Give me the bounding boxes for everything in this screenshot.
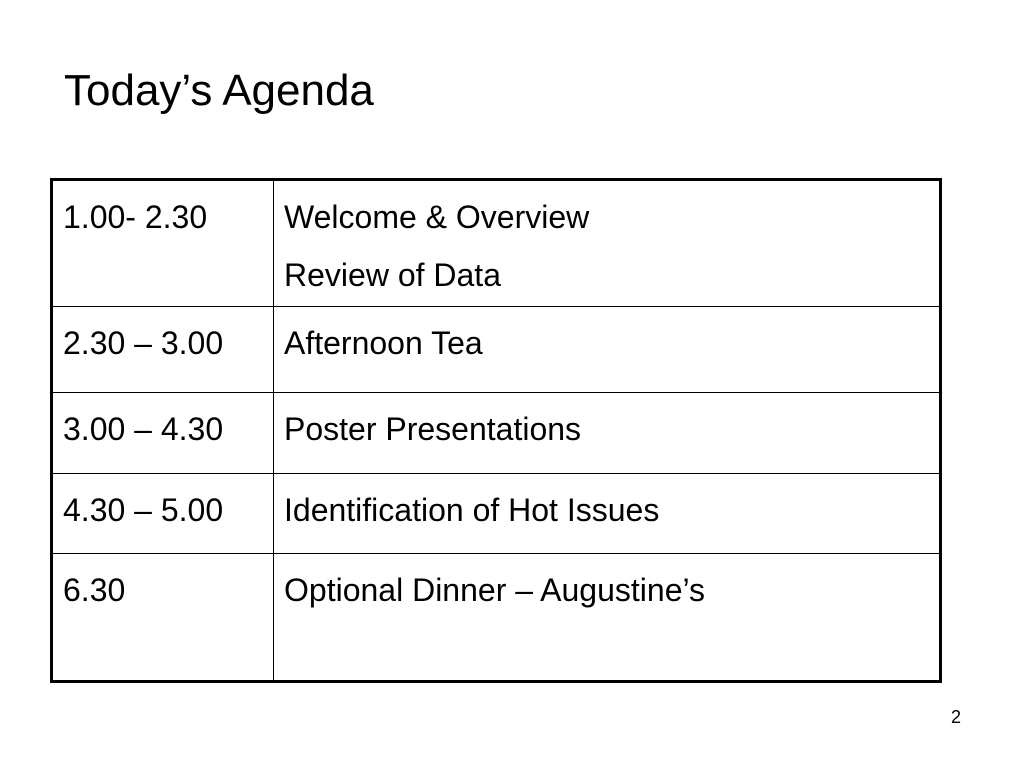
activity-text: Optional Dinner – Augustine’s [284,572,706,608]
time-cell: 2.30 – 3.00 [52,307,274,393]
slide-title: Today’s Agenda [64,66,374,115]
activity-cell [274,554,941,682]
agenda-table [50,178,942,683]
time-cell: 3.00 – 4.30 [52,393,274,474]
activity-cell [274,180,941,307]
activity-text: Identification of Hot Issues [284,492,660,528]
agenda-row [52,180,941,307]
activity-cell [274,307,941,393]
activity-cell [274,393,941,474]
activity-text: Poster Presentations [284,411,582,447]
page-number: 2 [950,707,961,727]
activity-text: Welcome & Overview [284,199,590,235]
agenda-row [52,554,941,682]
agenda-row [52,474,941,554]
activity-text: Afternoon Tea [284,325,483,361]
time-cell: 6.30 [52,554,274,682]
agenda-row [52,393,941,474]
time-cell: 1.00- 2.30 [52,180,274,307]
agenda-row [52,307,941,393]
activity-text: Review of Data [284,256,501,293]
activity-cell [274,474,941,554]
time-cell: 4.30 – 5.00 [52,474,274,554]
